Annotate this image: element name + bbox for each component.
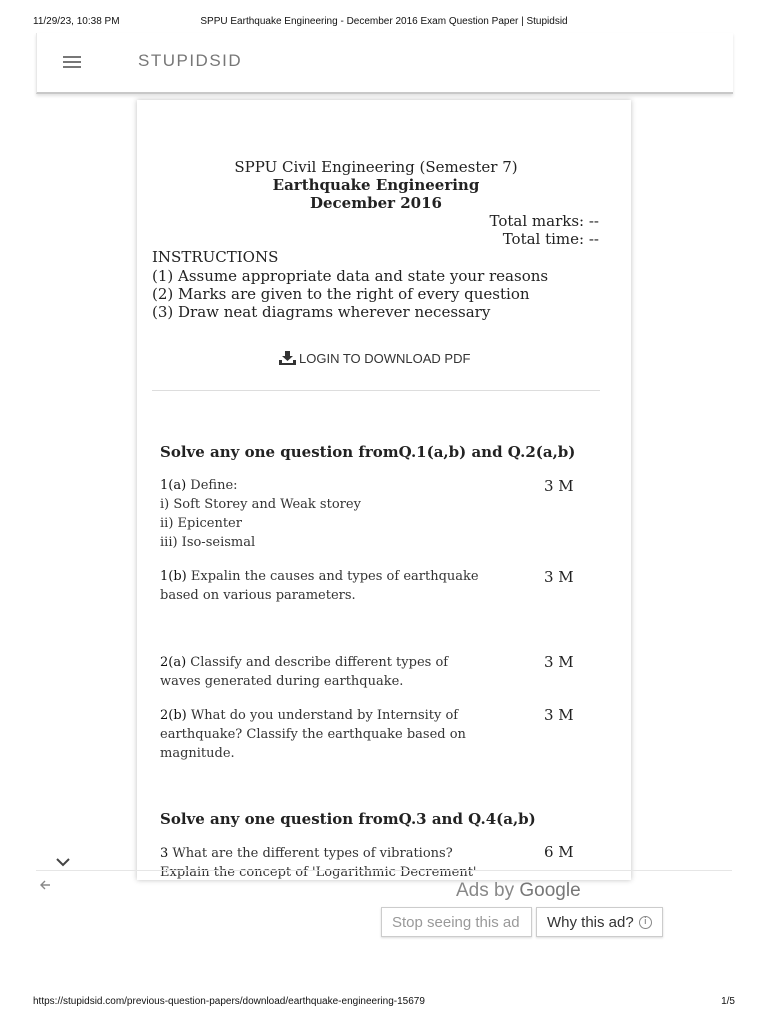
ad-separator xyxy=(36,870,732,879)
print-footer xyxy=(33,996,735,1010)
question-text: Define: xyxy=(186,478,238,493)
instructions-heading: INSTRUCTIONS xyxy=(152,248,279,266)
question-paper-card xyxy=(137,100,631,880)
divider xyxy=(152,390,600,391)
download-icon xyxy=(279,351,296,365)
print-header xyxy=(33,16,735,30)
stop-seeing-ad-button[interactable] xyxy=(381,907,532,937)
question-marks: 3 M xyxy=(544,653,574,671)
stop-seeing-ad-label: Stop seeing this ad xyxy=(392,913,520,931)
why-this-ad-button[interactable] xyxy=(536,907,663,937)
app-bar xyxy=(36,33,733,94)
why-this-ad-label: Why this ad? xyxy=(547,913,634,931)
question-text: Expalin the causes and types of earthquake based on various parameters. xyxy=(160,569,479,603)
question-subitem: ii) Epicenter xyxy=(160,516,242,531)
question-text: What are the different types of vibrations? Explain the concept of 'Logarithmic Decrement' xyxy=(160,846,477,880)
total-marks: Total marks: -- xyxy=(489,212,599,230)
question-number: 1(b) xyxy=(160,569,187,584)
login-download-button[interactable] xyxy=(279,349,479,367)
brand-logo[interactable]: STUPIDSID xyxy=(138,51,243,70)
question-number: 2(a) xyxy=(160,655,187,670)
ads-by-text: Ads by xyxy=(456,880,515,901)
question-marks: 6 M xyxy=(544,843,574,861)
question-subitem: iii) Iso-seismal xyxy=(160,535,256,550)
subject-title: Earthquake Engineering xyxy=(272,176,480,194)
question-1b xyxy=(160,567,490,605)
question-number: 3 xyxy=(160,846,169,861)
instruction-item: (1) Assume appropriate data and state your reasons xyxy=(152,267,549,285)
print-url: https://stupidsid.com/previous-question-papers/download/earthquake-engineering-15679 xyxy=(33,996,425,1007)
question-marks: 3 M xyxy=(544,706,574,724)
google-logo-text: Google xyxy=(519,880,581,901)
info-icon: i xyxy=(639,916,652,929)
ads-by-google-label xyxy=(456,880,581,902)
instruction-item: (3) Draw neat diagrams wherever necessary xyxy=(152,303,491,321)
question-2b xyxy=(160,706,490,763)
question-text: What do you understand by Internsity of earthquake? Classify the earthquake based on magnitude. xyxy=(160,708,466,761)
question-subitem: i) Soft Storey and Weak storey xyxy=(160,497,361,512)
question-marks: 3 M xyxy=(544,477,574,495)
instruction-item: (2) Marks are given to the right of every question xyxy=(152,285,530,303)
question-2a xyxy=(160,653,490,691)
total-time: Total time: -- xyxy=(502,230,599,248)
question-number: 2(b) xyxy=(160,708,187,723)
exam-date: December 2016 xyxy=(309,194,442,212)
print-page-title: SPPU Earthquake Engineering - December 2016 Exam Question Paper | Stupidsid xyxy=(200,16,568,27)
print-datetime: 11/29/23, 10:38 PM xyxy=(33,16,120,27)
print-page-number: 1/5 xyxy=(721,996,735,1007)
course-title: SPPU Civil Engineering (Semester 7) xyxy=(234,158,518,176)
hamburger-menu-icon[interactable] xyxy=(63,56,81,68)
section-title: Solve any one question fromQ.3 and Q.4(a,b) xyxy=(160,810,536,828)
chevron-down-icon[interactable] xyxy=(54,856,72,868)
question-1a xyxy=(160,476,490,552)
download-label: LOGIN TO DOWNLOAD PDF xyxy=(299,350,471,366)
question-number: 1(a) xyxy=(160,478,187,493)
back-arrow-icon[interactable] xyxy=(38,878,52,892)
section-title: Solve any one question fromQ.1(a,b) and Q.2(a,b) xyxy=(160,443,576,461)
question-marks: 3 M xyxy=(544,568,574,586)
question-text: Classify and describe different types of waves generated during earthquake. xyxy=(160,655,449,689)
